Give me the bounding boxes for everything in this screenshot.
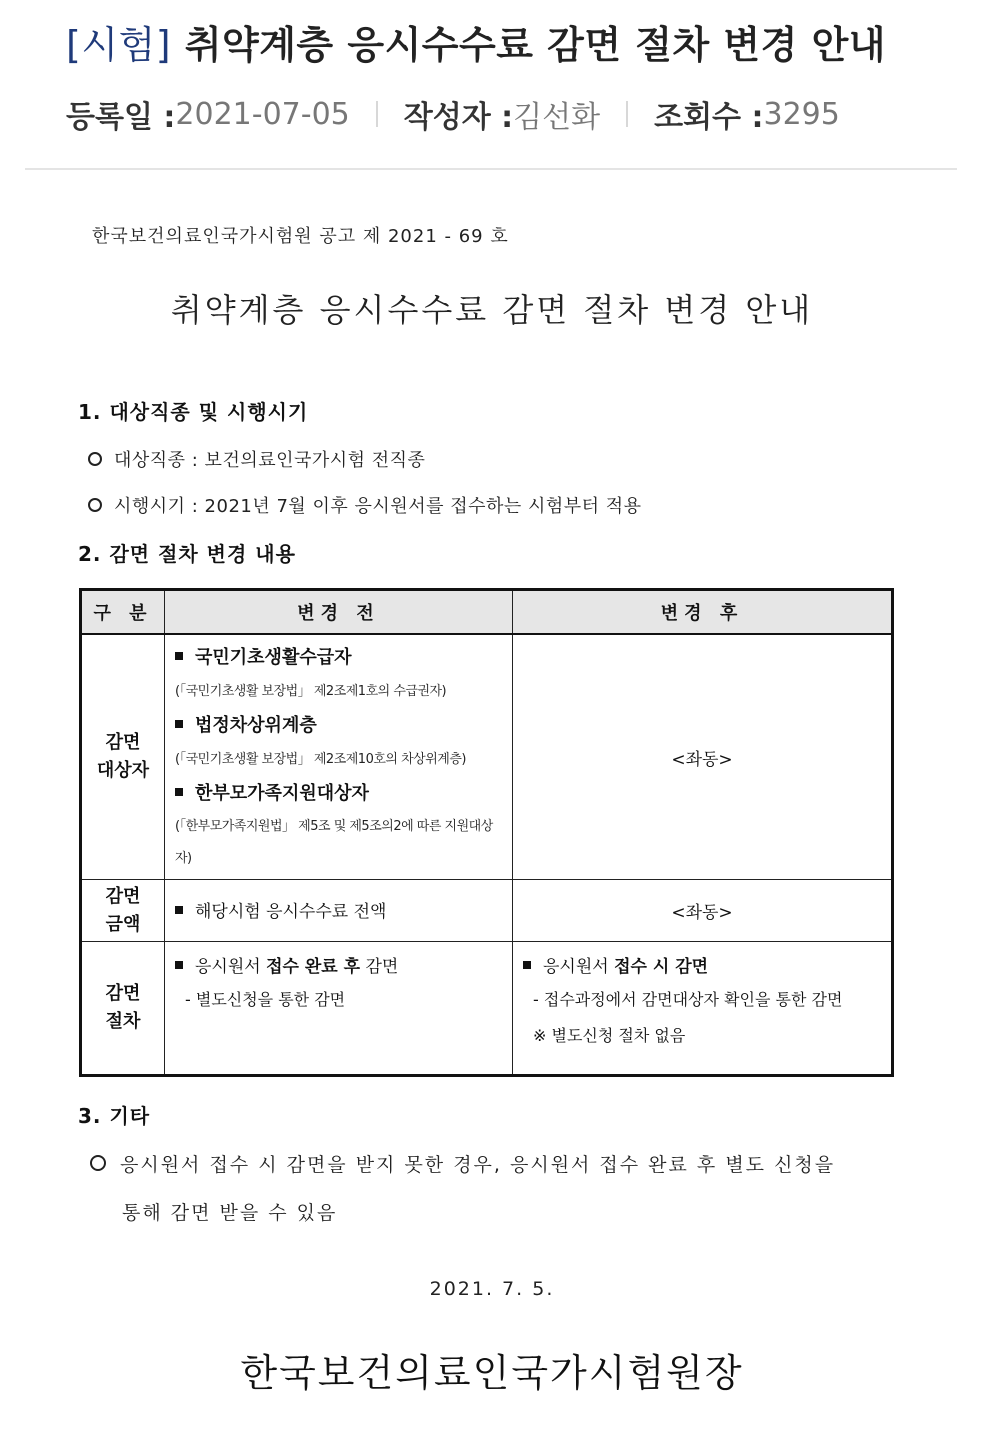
section3-text-continued: 통해 감면 받을 수 있음 bbox=[122, 1202, 338, 1224]
sub-item: - 접수과정에서 감면대상자 확인을 통한 감면 bbox=[533, 990, 843, 1009]
change-table bbox=[79, 588, 894, 1077]
before-cell bbox=[165, 880, 513, 942]
table-row bbox=[81, 880, 893, 942]
post-category: [시험] bbox=[66, 23, 172, 67]
section1-bullet: 시행시기 : 2021년 7월 이후 응시원서를 접수하는 시험부터 적용 bbox=[88, 492, 642, 518]
square-bullet-icon bbox=[175, 961, 183, 969]
after-cell: <좌동> bbox=[513, 634, 893, 880]
square-bullet-icon bbox=[175, 906, 183, 914]
document-title: 취약계층 응시수수료 감면 절차 변경 안내 bbox=[170, 291, 814, 329]
section3-text: 응시원서 접수 시 감면을 받지 못한 경우, 응시원서 접수 완료 후 별도 신청을 bbox=[90, 1150, 835, 1177]
circle-bullet-icon bbox=[90, 1155, 106, 1171]
date-label: 등록일 : bbox=[66, 100, 176, 135]
notice-document bbox=[0, 170, 984, 1440]
section2-heading: 2. 감면 절차 변경 내용 bbox=[78, 542, 296, 566]
views-label: 조회수 : bbox=[654, 100, 764, 135]
date-value: 2021-07-05 bbox=[175, 96, 350, 132]
list-item: 해당시험 응시수수료 전액 bbox=[175, 897, 504, 927]
legal-note: (「국민기초생활 보장법」 제2조제1호의 수급권자) bbox=[175, 684, 447, 699]
square-bullet-icon bbox=[523, 961, 531, 969]
after-cell: <좌동> bbox=[513, 880, 893, 942]
list-item: 법정차상위계층 bbox=[175, 709, 504, 743]
before-cell bbox=[165, 942, 513, 1076]
after-cell bbox=[513, 942, 893, 1076]
table-header-row bbox=[81, 590, 893, 635]
document-date: 2021. 7. 5. bbox=[429, 1278, 555, 1300]
before-cell bbox=[165, 634, 513, 880]
square-bullet-icon bbox=[175, 720, 183, 728]
list-item: 국민기초생활수급자 bbox=[175, 641, 504, 675]
post-header bbox=[0, 0, 984, 170]
post-meta bbox=[66, 92, 840, 136]
section3-heading: 3. 기타 bbox=[78, 1104, 151, 1128]
list-item: 응시원서 접수 완료 후 감면 bbox=[175, 952, 504, 982]
sub-item: - 별도신청을 통한 감면 bbox=[185, 990, 346, 1009]
square-bullet-icon bbox=[175, 652, 183, 660]
author-label: 작성자 : bbox=[403, 100, 514, 135]
views-value: 3295 bbox=[763, 96, 840, 132]
post-title-text: 취약계층 응시수수료 감면 절차 변경 안내 bbox=[184, 23, 886, 67]
header-after: 변경 후 bbox=[513, 590, 893, 635]
legal-note: (「한부모가족지원법」 제5조 및 제5조의2에 따른 지원대상자) bbox=[175, 819, 493, 866]
table-row bbox=[81, 942, 893, 1076]
section1-bullet: 대상직종 : 보건의료인국가시험 전직종 bbox=[88, 446, 425, 472]
category-cell: 감면 대상자 bbox=[81, 634, 165, 880]
author-value: 김선화 bbox=[513, 100, 601, 135]
circle-bullet-icon bbox=[88, 452, 102, 466]
square-bullet-icon bbox=[175, 788, 183, 796]
header-before: 변경 전 bbox=[165, 590, 513, 635]
list-item: 한부모가족지원대상자 bbox=[175, 777, 504, 811]
meta-divider bbox=[626, 101, 628, 127]
notice-number: 한국보건의료인국가시험원 공고 제 2021 - 69 호 bbox=[92, 226, 509, 247]
section1-heading: 1. 대상직종 및 시행시기 bbox=[78, 400, 309, 424]
note-item: ※ 별도신청 절차 없음 bbox=[533, 1026, 686, 1045]
signer: 한국보건의료인국가시험원장 bbox=[240, 1351, 744, 1395]
category-cell: 감면 금액 bbox=[81, 880, 165, 942]
table-row bbox=[81, 634, 893, 880]
legal-note: (「국민기초생활 보장법」 제2조제10호의 차상위계층) bbox=[175, 752, 466, 767]
circle-bullet-icon bbox=[88, 498, 102, 512]
category-cell: 감면 절차 bbox=[81, 942, 165, 1076]
meta-divider bbox=[376, 101, 378, 127]
post-title bbox=[66, 14, 886, 69]
header-category: 구 분 bbox=[81, 590, 165, 635]
list-item: 응시원서 접수 시 감면 bbox=[523, 952, 883, 982]
